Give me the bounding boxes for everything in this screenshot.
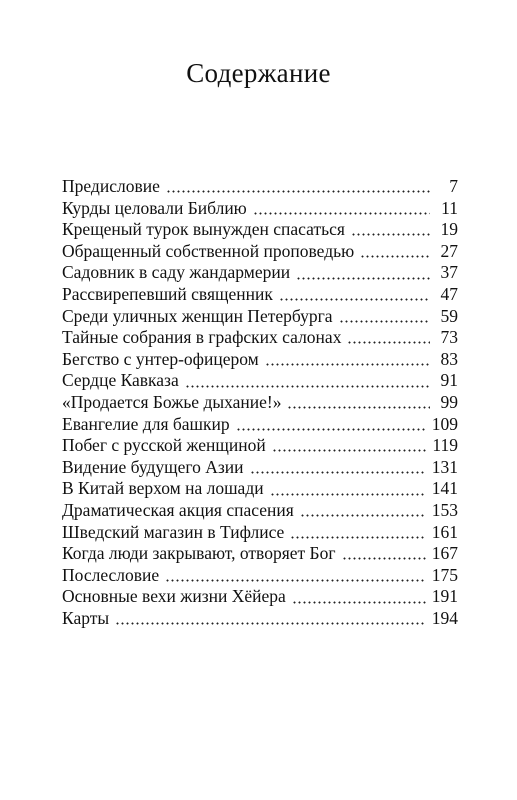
- dot-leader: [347, 341, 430, 344]
- toc-entry: [62, 543, 458, 565]
- toc-entry-page-number: 191: [431, 586, 458, 607]
- toc-entry-page-number: 131: [431, 456, 458, 477]
- toc-entry: [62, 219, 458, 241]
- dot-leader: [265, 363, 430, 366]
- toc-entry: [62, 500, 458, 522]
- toc-entry-page-number: 11: [441, 197, 458, 218]
- toc-entry: [62, 522, 458, 544]
- toc-entry-title: В Китай верхом на лошади: [62, 478, 264, 499]
- dot-leader: [360, 255, 430, 258]
- toc-entry-title: Драматическая акция спасения: [62, 499, 294, 520]
- dot-leader: [290, 536, 425, 539]
- toc-entry: [62, 565, 458, 587]
- toc-entry-title: Бегство с унтер-офицером: [62, 348, 259, 369]
- toc-entry: [62, 198, 458, 220]
- toc-entry-title: Среди уличных женщин Петербурга: [62, 305, 333, 326]
- table-of-contents: [62, 176, 458, 629]
- dot-leader: [236, 428, 426, 431]
- dot-leader: [342, 557, 426, 560]
- toc-entry-title: Тайные собрания в графских салонах: [62, 327, 342, 348]
- toc-entry-page-number: 194: [431, 607, 458, 628]
- toc-entry-title: Предисловие: [62, 176, 160, 196]
- toc-entry-page-number: 47: [440, 283, 458, 304]
- toc-entry: [62, 306, 458, 328]
- toc-entry-page-number: 59: [440, 305, 458, 326]
- toc-entry: [62, 370, 458, 392]
- toc-entry-page-number: 83: [440, 348, 458, 369]
- toc-entry: [62, 414, 458, 436]
- dot-leader: [279, 298, 430, 301]
- toc-entry: [62, 284, 458, 306]
- toc-entry-title: Побег с русской женщиной: [62, 435, 266, 456]
- toc-entry-page-number: 73: [440, 327, 458, 348]
- dot-leader: [339, 320, 430, 323]
- toc-entry-page-number: 153: [431, 499, 458, 520]
- toc-entry-title: Обращенный собственной проповедью: [62, 240, 355, 261]
- toc-entry-title: Крещеный турок вынужден спасаться: [62, 219, 345, 240]
- dot-leader: [253, 212, 430, 215]
- toc-entry: [62, 608, 458, 630]
- toc-entry: [62, 435, 458, 457]
- toc-entry-title: Рассвирепевший священник: [62, 283, 273, 304]
- dot-leader: [292, 601, 426, 604]
- toc-entry-page-number: 167: [431, 543, 458, 564]
- toc-entry: [62, 262, 458, 284]
- toc-entry-title: Основные вехи жизни Хёйера: [62, 586, 286, 607]
- toc-entry-page-number: 27: [440, 240, 458, 261]
- toc-entry-page-number: 119: [432, 435, 458, 456]
- toc-entry-page-number: 7: [449, 176, 458, 196]
- dot-leader: [115, 622, 426, 625]
- dot-leader: [300, 514, 426, 517]
- dot-leader: [165, 579, 426, 582]
- toc-entry-title: «Продается Божье дыхание!»: [62, 391, 282, 412]
- toc-entry-page-number: 141: [431, 478, 458, 499]
- toc-entry: [62, 457, 458, 479]
- toc-entry: [62, 327, 458, 349]
- toc-entry-page-number: 161: [431, 521, 458, 542]
- dot-leader: [185, 385, 430, 388]
- toc-entry-title: Послесловие: [62, 564, 160, 585]
- dot-leader: [296, 277, 430, 280]
- dot-leader: [272, 449, 427, 452]
- toc-entry-page-number: 37: [440, 262, 458, 283]
- toc-entry-page-number: 91: [440, 370, 458, 391]
- page-title: Содержание: [186, 58, 331, 88]
- toc-entry: [62, 392, 458, 414]
- toc-entry: [62, 349, 458, 371]
- toc-entry: [62, 586, 458, 608]
- dot-leader: [250, 471, 426, 474]
- dot-leader: [351, 233, 430, 236]
- toc-entry-title: Курды целовали Библию: [62, 197, 247, 218]
- dot-leader: [166, 190, 430, 193]
- toc-entry: [62, 478, 458, 500]
- toc-entry-title: Видение будущего Азии: [62, 456, 244, 477]
- toc-entry-title: Сердце Кавказа: [62, 370, 179, 391]
- toc-entry-title: Евангелие для башкир: [62, 413, 230, 434]
- toc-entry-page-number: 109: [431, 413, 458, 434]
- dot-leader: [270, 493, 426, 496]
- toc-entry: [62, 176, 458, 198]
- toc-entry-page-number: 175: [431, 564, 458, 585]
- toc-entry-title: Когда люди закрывают, отворяет Бог: [62, 543, 336, 564]
- toc-entry-page-number: 19: [440, 219, 458, 240]
- toc-entry: [62, 241, 458, 263]
- toc-entry-title: Шведский магазин в Тифлисе: [62, 521, 285, 542]
- toc-entry-title: Садовник в саду жандармерии: [62, 262, 291, 283]
- toc-entry-title: Карты: [62, 607, 110, 628]
- dot-leader: [287, 406, 430, 409]
- toc-entry-page-number: 99: [440, 391, 458, 412]
